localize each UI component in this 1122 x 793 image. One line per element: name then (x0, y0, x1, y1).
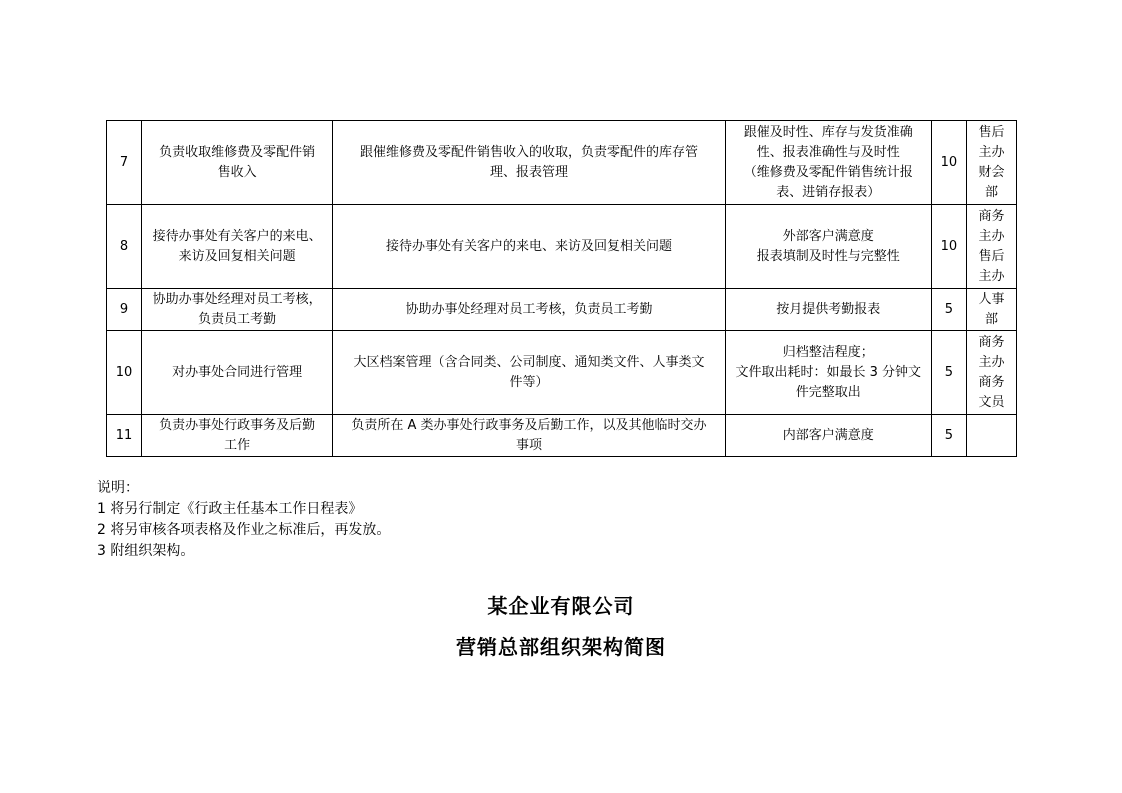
duty-cell: 负责办事处行政事务及后勤 工作 (142, 415, 333, 457)
row-number: 10 (107, 331, 142, 415)
standard-cell: 外部客户满意度 报表填制及时性与完整性 (725, 205, 931, 289)
company-name: 某企业有限公司 (487, 594, 635, 618)
notes-section (97, 478, 390, 562)
note-item: 3 附组织架构。 (97, 543, 195, 559)
standard-cell: 跟催及时性、库存与发货准确 性、报表准确性与及时性 （维修费及零配件销售统计报 表、进销存报表） (725, 121, 931, 205)
note-item: 1 将另行制定《行政主任基本工作日程表》 (97, 501, 363, 517)
row-number: 11 (107, 415, 142, 457)
content-cell: 跟催维修费及零配件销售收入的收取，负责零配件的库存管 理、报表管理 (333, 121, 725, 205)
content-cell: 负责所在 A 类办事处行政事务及后勤工作，以及其他临时交办 事项 (333, 415, 725, 457)
weight-cell: 5 (931, 415, 966, 457)
duty-cell: 负责收取维修费及零配件销 售收入 (142, 121, 333, 205)
dept-cell: 人事 部 (966, 289, 1016, 331)
duty-cell: 对办事处合同进行管理 (142, 331, 333, 415)
table-row (107, 205, 1017, 289)
standard-cell: 归档整洁程度； 文件取出耗时：如最长 3 分钟文 件完整取出 (725, 331, 931, 415)
note-item: 2 将另审核各项表格及作业之标准后，再发放。 (97, 522, 391, 538)
weight-cell: 5 (931, 331, 966, 415)
row-number: 7 (107, 121, 142, 205)
duty-cell: 接待办事处有关客户的来电、 来访及回复相关问题 (142, 205, 333, 289)
content-cell: 协助办事处经理对员工考核，负责员工考勤 (333, 289, 725, 331)
weight-cell: 10 (931, 205, 966, 289)
duty-cell: 协助办事处经理对员工考核， 负责员工考勤 (142, 289, 333, 331)
content-cell: 接待办事处有关客户的来电、来访及回复相关问题 (333, 205, 725, 289)
dept-cell (966, 415, 1016, 457)
table-row (107, 121, 1017, 205)
dept-cell: 商务 主办 商务 文员 (966, 331, 1016, 415)
row-number: 8 (107, 205, 142, 289)
org-chart-title: 营销总部组织架构简图 (456, 635, 666, 659)
table-row (107, 331, 1017, 415)
standard-cell: 内部客户满意度 (725, 415, 931, 457)
weight-cell: 10 (931, 121, 966, 205)
table-row (107, 415, 1017, 457)
table-row (107, 289, 1017, 331)
dept-cell: 商务 主办 售后 主办 (966, 205, 1016, 289)
row-number: 9 (107, 289, 142, 331)
notes-title: 说明： (97, 480, 139, 496)
content-cell: 大区档案管理（含合同类、公司制度、通知类文件、人事类文 件等） (333, 331, 725, 415)
standard-cell: 按月提供考勤报表 (725, 289, 931, 331)
duty-table (106, 120, 1017, 457)
weight-cell: 5 (931, 289, 966, 331)
dept-cell: 售后 主办 财会 部 (966, 121, 1016, 205)
